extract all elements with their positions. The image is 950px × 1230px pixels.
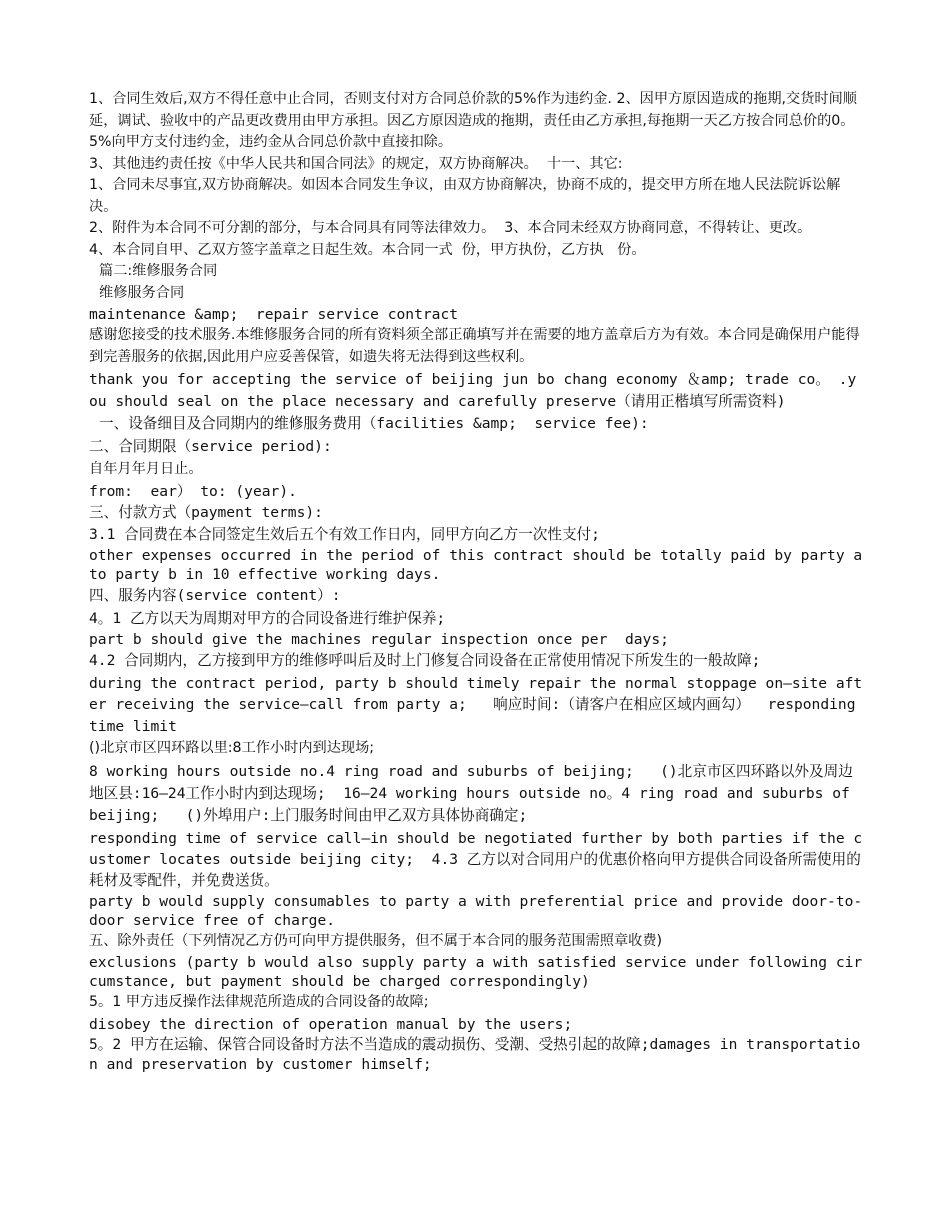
chapter-heading: 篇二:维修服务合同 — [99, 263, 218, 279]
response-outside-city: responding time of service call—in should be negotiated further by both parties if the customer locates outside beijing city; 4.3 乙方以对合同用户的优惠价格向甲方提供合同设备所需使用的耗材及零配件，并免费送货。 — [89, 829, 863, 889]
section-4-heading: 四、服务内容(service content）: — [89, 586, 341, 604]
clause-breach-3-other: 3、其他违约责任按《中华人民共和国合同法》的规定，双方协商解决。 十一、其它: — [89, 155, 623, 172]
service-4-1-cn: 4。1 乙方以天为周期对甲方的合同设备进行维护保养; — [89, 609, 446, 627]
exclusion-5-2: 5。2 甲方在运输、保管合同设备时方法不当造成的震动损伤、受潮、受热引起的故障;damages in transportation and preservation by customer himself; — [89, 1035, 861, 1073]
contract-title-en: maintenance &amp; repair service contract — [89, 306, 459, 323]
contract-title-cn: 维修服务合同 — [99, 284, 185, 301]
clause-other-4: 4、本合同自甲、乙双方签字盖章之日起生效。本合同一式 份，甲方执份，乙方执 份。 — [89, 241, 646, 258]
service-4-2-cn: 4.2 合同期内，乙方接到甲方的维修呼叫后及时上门修复合同设备在正常使用情况下所发生的一般故障; — [89, 651, 761, 669]
clause-other-2-3: 2、附件为本合同不可分割的部分，与本合同具有同等法律效力。 3、本合同未经双方协商同意，不得转让、更改。 — [89, 220, 812, 236]
section-3-heading: 三、付款方式（payment terms): — [89, 503, 323, 521]
period-cn: 自年月年月日止。 — [89, 461, 203, 477]
payment-3-1-en: other expenses occurred in the period of this contract should be totally paid by party a to party b in 10 effective working days. — [89, 546, 871, 583]
intro-cn: 感谢您接受的技术服务.本维修服务合同的所有资料须全部正确填写并在需要的地方盖章后方为有效。本合同是确保用户能得到完善服务的依据,因此用户应妥善保管，如遗失将无法得到这些权利。 — [89, 327, 860, 365]
service-4-2-en: during the contract period, party b should timely repair the normal stoppage on—site after receiving the service—call from party a; 响应时间:（请客户在相应区域内画勾） responding time limit — [89, 674, 865, 735]
payment-3-1-cn: 3.1 合同费在本合同签定生效后五个有效工作日内，同甲方向乙方一次性支付; — [89, 525, 600, 543]
section-5-heading: 五、除外责任（下列情况乙方仍可向甲方提供服务，但不属于本合同的服务范围需照章收费) — [89, 932, 663, 949]
document-page — [89, 89, 871, 1075]
section-2-heading: 二、合同期限（service period): — [89, 438, 332, 455]
exclusion-5-1-cn: 5。1 甲方违反操作法律规范所造成的合同设备的故障; — [89, 994, 429, 1010]
exclusions-en: exclusions (party b would also supply party a with satisfied service under following circumstance, but payment should be charged correspondingly) — [89, 954, 863, 990]
exclusion-5-1-en: disobey the direction of operation manual by the users; — [89, 1015, 573, 1033]
response-outer-ring: 8 working hours outside no.4 ring road and suburbs of beijing; ()北京市区四环路以外及周边地区县:16—24工作小时内到达现场; 16—24 working hours outside no。4 ring road and suburbs of beijing; ()外埠用户:上门服务时间由甲乙双方具体协商确定; — [89, 762, 859, 824]
consumables-en: party b would supply consumables to party a with preferential price and provide door-to-door service free of charge. — [89, 892, 863, 929]
period-en: from: ear） to: (year). — [89, 482, 297, 500]
response-inner-ring: ()北京市区四环路以里:8工作小时内到达现场; — [89, 740, 375, 756]
clause-other-1: 1、合同未尽事宜,双方协商解决。如因本合同发生争议，由双方协商解决，协商不成的，提交甲方所在地人民法院诉讼解决。 — [89, 177, 841, 215]
clause-breach-1-2: 1、合同生效后,双方不得任意中止合同，否则支付对方合同总价款的5%作为违约金. 2、因甲方原因造成的拖期,交货时间顺延，调试、验收中的产品更改费用由甲方承担。因乙方原因造成的拖期，责任由乙方承担,每拖期一天乙方按合同总价的0。5%向甲方支付违约金，违约金从合同总价款中直接扣除。 — [89, 91, 857, 150]
intro-en: thank you for accepting the service of beijing jun bo chang economy ＆amp; trade co。 .you should seal on the place necessary and carefully preserve（请用正楷填写所需资料) — [89, 371, 857, 410]
section-1-heading: 一、设备细目及合同期内的维修服务费用（facilities &amp; service fee): — [99, 415, 649, 432]
service-4-1-en: part b should give the machines regular inspection once per days; — [89, 630, 669, 648]
